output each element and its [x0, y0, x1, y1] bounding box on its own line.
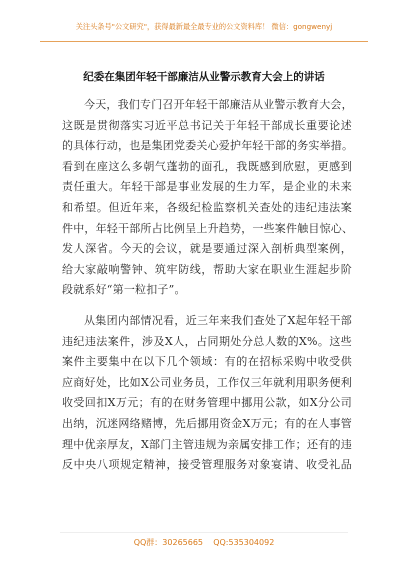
text-line: 案件主要集中在以下几个领域：有的在招标采购中收受供: [62, 355, 352, 369]
text-line: 违纪违法案件，涉及X人，占同期处分总人数的X%。这些: [62, 334, 352, 348]
text-line: 这既是贯彻落实习近平总书记关于年轻干部成长重要论述: [62, 118, 352, 132]
paragraph-2: [62, 311, 352, 476]
text-line: 给大家敲响警钟、筑牢防线，帮助大家在职业生涯起步阶: [62, 262, 352, 276]
document-body: [62, 95, 352, 476]
text-line: 的具体行动，也是集团党委关心爱护年轻干部的务实举措。: [62, 139, 354, 153]
promo-banner: 关注头条号"公文研究"，获得最新最全最专业的公文资料库！ 微信：gongwenyj: [75, 22, 333, 31]
text-line: 收受回扣X万元；有的在财务管理中挪用公款，如X分公司: [62, 396, 352, 410]
text-line: 理中优亲厚友，X部门主管违规为亲属安排工作；还有的违: [62, 437, 352, 451]
qq-group-number: QQ群：30265665: [133, 538, 204, 547]
text-line: 今天，我们专门召开年轻干部廉洁从业警示教育大会，: [84, 98, 353, 111]
text-line: 应商好处，比如X公司业务员，工作仅三年就利用职务便利: [62, 375, 352, 389]
document-title: 纪委在集团年轻干部廉洁从业警示教育大会上的讲话: [83, 71, 325, 83]
text-line: 出纳，沉迷网络赌博，先后挪用资金X万元；有的在人事管: [62, 416, 352, 430]
footer-contact: [0, 537, 408, 548]
text-line: 从集团内部情况看，近三年来我们查处了X起年轻干部: [84, 313, 352, 327]
text-line: 反中央八项规定精神，接受管理服务对象宴请、收受礼品: [62, 458, 352, 472]
text-line: 和希望。但近年来，各级纪检监察机关查处的违纪违法案: [62, 200, 352, 214]
text-line: 责任重大。年轻干部是事业发展的生力军，是企业的未来: [62, 180, 352, 194]
text-line: 发人深省。今天的会议，就是要通过深入剖析典型案例，: [62, 242, 352, 256]
text-line: 件中，年轻干部所占比例呈上升趋势，一些案件触目惊心、: [62, 221, 354, 235]
paragraph-1: [62, 95, 352, 301]
qq-number: QQ:535304092: [213, 538, 275, 547]
text-line: 段就系好“第一粒扣子”。: [62, 283, 186, 297]
header-divider: [40, 41, 368, 42]
footer-divider: [60, 532, 348, 533]
text-line: 看到在座这么多朝气蓬勃的面孔，我既感到欣慰，更感到: [62, 159, 352, 173]
